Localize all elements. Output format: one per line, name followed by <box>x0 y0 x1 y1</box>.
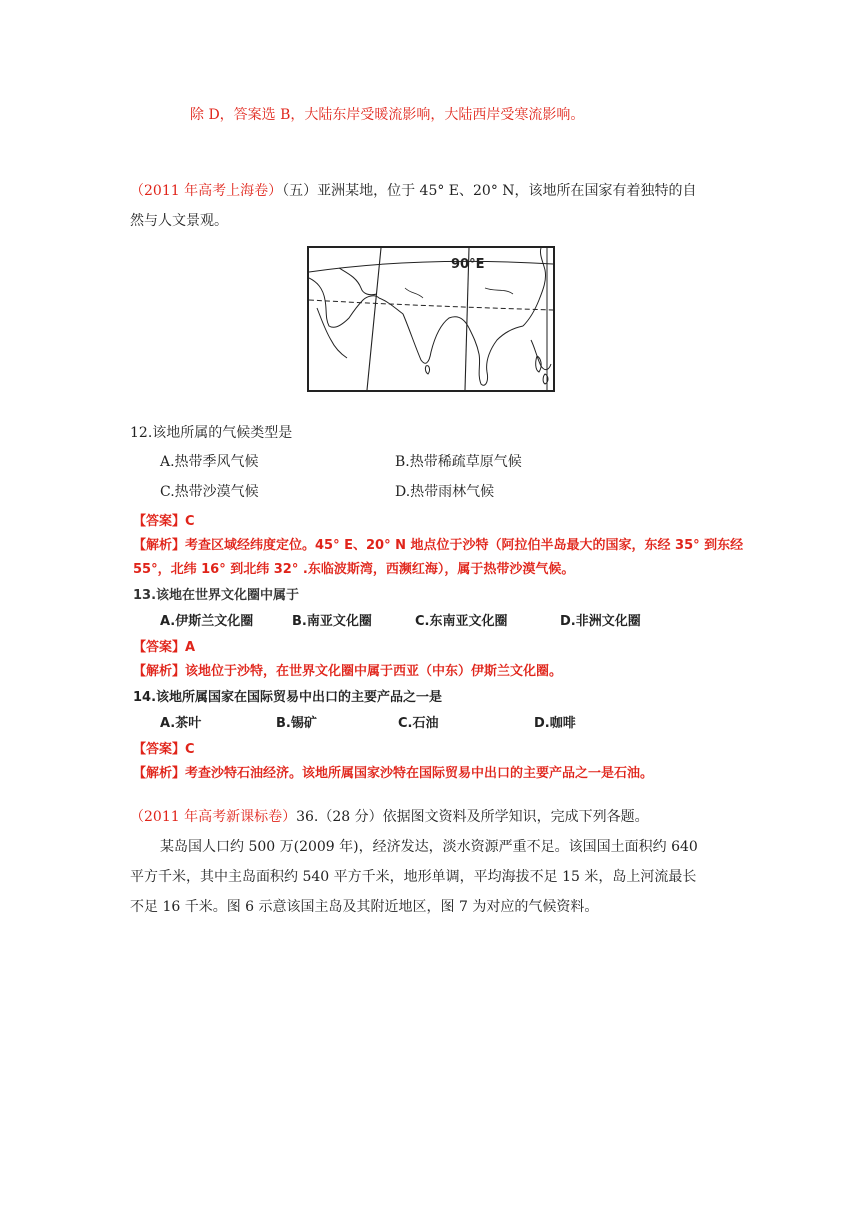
intro-answer: 除 D，答案选 B，大陆东岸受暖流影响，大陆西岸受寒流影响。 <box>190 107 585 123</box>
q36-para-line2: 平方千米，其中主岛面积约 540 平方千米，地形单调，平均海拔不足 15 米，岛上河流最长 <box>130 869 697 885</box>
q36-source: （2011 年高考新课标卷） <box>130 809 297 825</box>
q12-option-d: D.热带雨林气候 <box>395 484 495 500</box>
q13-option-a: A.伊斯兰文化圈 <box>160 614 254 629</box>
asia-map <box>307 246 555 392</box>
asia-map-drawing <box>309 248 553 390</box>
q14-option-a: A.茶叶 <box>160 716 202 731</box>
q36-header: 36.（28 分）依据图文资料及所学知识，完成下列各题。 <box>296 809 649 825</box>
q13-option-d: D.非洲文化圈 <box>560 614 641 629</box>
q12-analysis-line2: 55°，北纬 16° 到北纬 32° .东临波斯湾，西濒红海），属于热带沙漠气候。 <box>133 562 575 577</box>
q13-stem: 13.该地在世界文化圈中属于 <box>133 588 300 603</box>
q5-text-line1: （五）亚洲某地，位于 45° E、20° N，该地所在国家有着独特的自 <box>282 183 697 199</box>
q13-answer: 【答案】A <box>133 640 196 655</box>
q12-answer: 【答案】C <box>133 514 195 529</box>
meridian-label: 90°E <box>451 257 485 272</box>
q13-analysis: 【解析】该地位于沙特，在世界文化圈中属于西亚（中东）伊斯兰文化圈。 <box>133 664 563 679</box>
q12-analysis-line1: 【解析】考查区域经纬度定位。45° E、20° N 地点位于沙特（阿拉伯半岛最大的国家，东经 35° 到东经 <box>133 538 744 553</box>
q36-para-line3: 不足 16 千米。图 6 示意该国主岛及其附近地区，图 7 为对应的气候资料。 <box>130 899 599 915</box>
q13-option-b: B.南亚文化圈 <box>292 614 372 629</box>
q14-analysis: 【解析】考查沙特石油经济。该地所属国家沙特在国际贸易中出口的主要产品之一是石油。 <box>133 766 654 781</box>
q12-option-a: A.热带季风气候 <box>160 454 259 470</box>
q14-option-b: B.锡矿 <box>276 716 317 731</box>
q5-text-line2: 然与人文景观。 <box>130 213 228 229</box>
q5-source: （2011 年高考上海卷） <box>130 183 283 199</box>
q14-option-d: D.咖啡 <box>534 716 576 731</box>
q12-option-b: B.热带稀疏草原气候 <box>395 454 522 470</box>
q36-header-line <box>130 806 649 826</box>
q14-option-c: C.石油 <box>398 716 439 731</box>
q12-option-c: C.热带沙漠气候 <box>160 484 259 500</box>
q36-para-line1: 某岛国人口约 500 万(2009 年)，经济发达，淡水资源严重不足。该国国土面积约 640 <box>160 839 698 855</box>
q13-option-c: C.东南亚文化圈 <box>415 614 508 629</box>
q14-stem: 14.该地所属国家在国际贸易中出口的主要产品之一是 <box>133 690 443 705</box>
q5-line1 <box>130 180 697 200</box>
q12-stem: 12.该地所属的气候类型是 <box>130 425 293 441</box>
q14-answer: 【答案】C <box>133 742 195 757</box>
